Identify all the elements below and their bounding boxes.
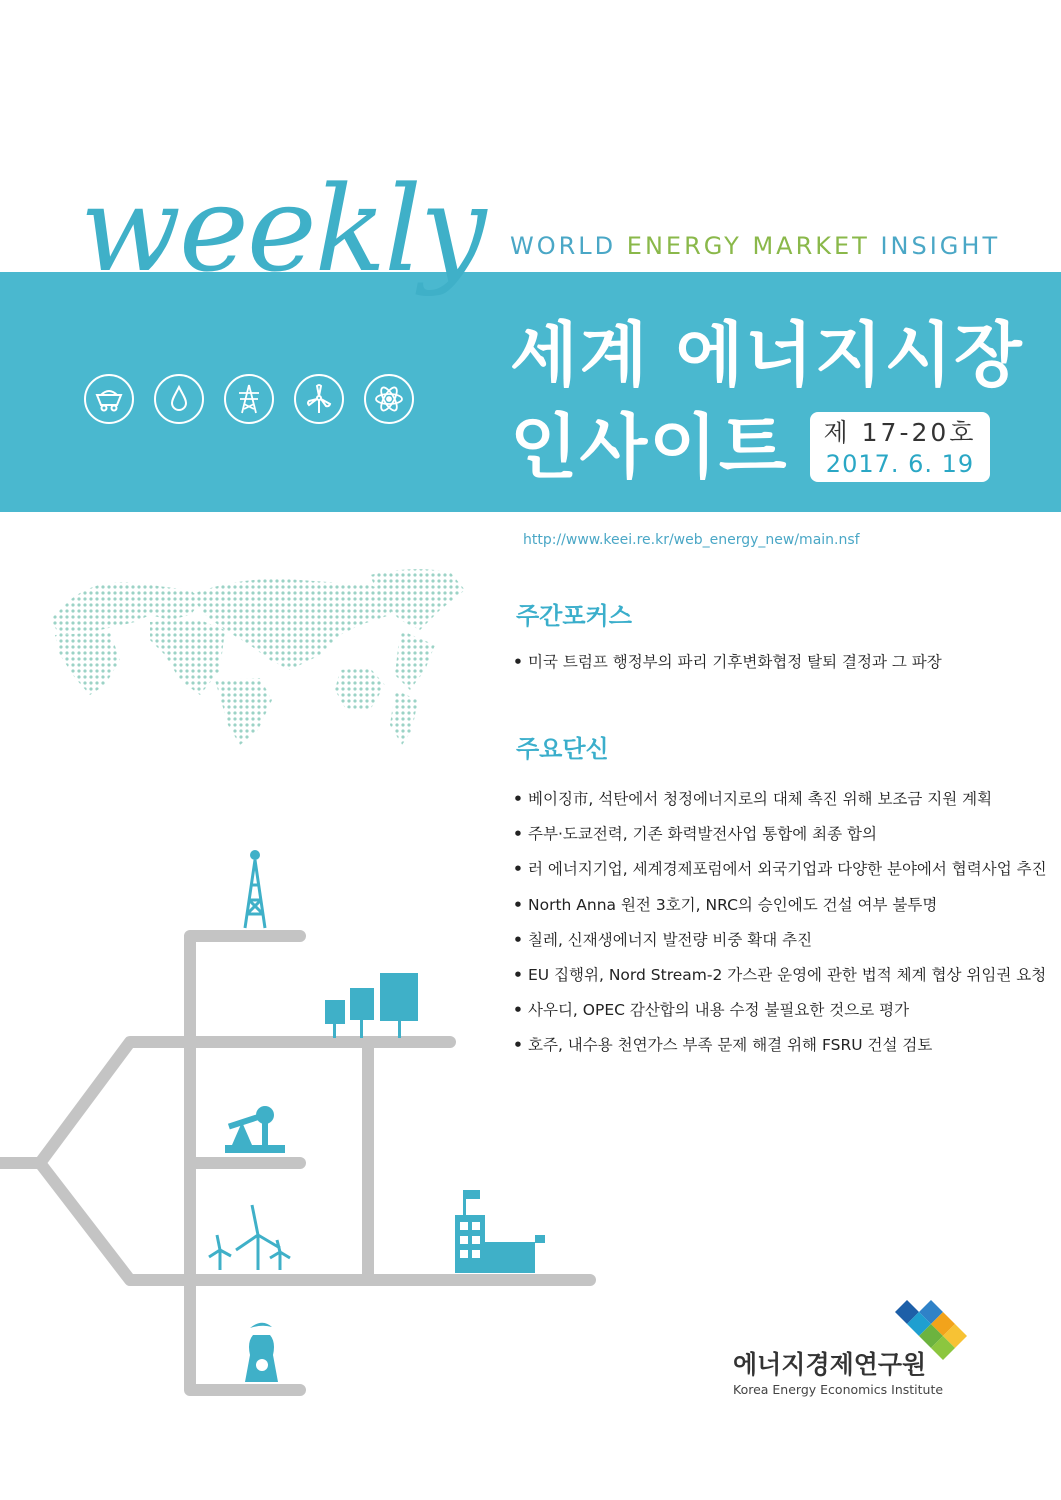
subtitle-energy: ENERGY MARKET xyxy=(626,232,870,260)
website-url[interactable]: http://www.keei.re.kr/web_energy_new/main.nsf xyxy=(523,532,860,548)
weekly-logotype: weekly xyxy=(80,160,485,298)
subtitle-insight: INSIGHT xyxy=(880,232,1001,260)
list-item[interactable]: • 미국 트럼프 행정부의 파리 기후변화협정 탈퇴 결정과 그 파장 xyxy=(513,653,942,671)
list-item[interactable]: • 칠레, 신재생에너지 발전량 비중 확대 추진 xyxy=(513,930,813,949)
power-tower-icon xyxy=(224,374,274,424)
issue-date: 2017. 6. 19 xyxy=(825,450,975,478)
institute-name-english: Korea Energy Economics Institute xyxy=(733,1382,944,1397)
coal-cart-icon xyxy=(84,374,134,424)
list-item[interactable]: • EU 집행위, Nord Stream-2 가스관 운영에 관한 법적 체계 협상 위임권 요청 xyxy=(513,966,1047,985)
institute-name-korean: 에너지경제연구원 xyxy=(733,1350,927,1379)
issue-badge xyxy=(810,412,990,482)
news-section-title: 주요단신 xyxy=(516,735,609,763)
factory-icon xyxy=(455,1190,545,1273)
oil-derrick-icon xyxy=(245,850,265,928)
page-title-line2: 인사이트 xyxy=(510,406,789,488)
pumpjack-icon xyxy=(225,1106,285,1153)
solar-panel-icon xyxy=(325,973,418,1038)
issue-number: 제 17-20호 xyxy=(823,418,977,447)
focus-section-title: 주간포커스 xyxy=(516,602,632,630)
subtitle xyxy=(510,234,1000,258)
list-item[interactable]: • 베이징市, 석탄에서 청정에너지로의 대체 촉진 위해 보조금 지원 계획 xyxy=(513,790,993,808)
news-list xyxy=(513,782,1047,1064)
nuclear-plant-icon xyxy=(245,1323,278,1382)
oil-drop-icon xyxy=(154,374,204,424)
wind-turbines-icon xyxy=(209,1205,290,1270)
wind-turbine-icon xyxy=(294,374,344,424)
subtitle-world: WORLD xyxy=(510,232,617,260)
world-map-graphic xyxy=(40,560,470,760)
list-item[interactable]: • 사우디, OPEC 감산합의 내용 수정 불필요한 것으로 평가 xyxy=(513,1001,910,1020)
page-title-line1: 세계 에너지시장 xyxy=(510,314,1024,396)
atom-icon xyxy=(364,374,414,424)
list-item[interactable]: • 호주, 내수용 천연가스 부족 문제 해결 위해 FSRU 건설 검토 xyxy=(513,1036,933,1055)
list-item[interactable]: • North Anna 원전 3호기, NRC의 승인에도 건설 여부 불투명 xyxy=(513,895,938,914)
list-item[interactable]: • 주부·도쿄전력, 기존 화력발전사업 통합에 최종 합의 xyxy=(513,825,877,844)
focus-list xyxy=(513,645,1033,680)
list-item[interactable]: • 러 에너지기업, 세계경제포럼에서 외국기업과 다양한 분야에서 협력사업 추진 xyxy=(513,860,1047,879)
